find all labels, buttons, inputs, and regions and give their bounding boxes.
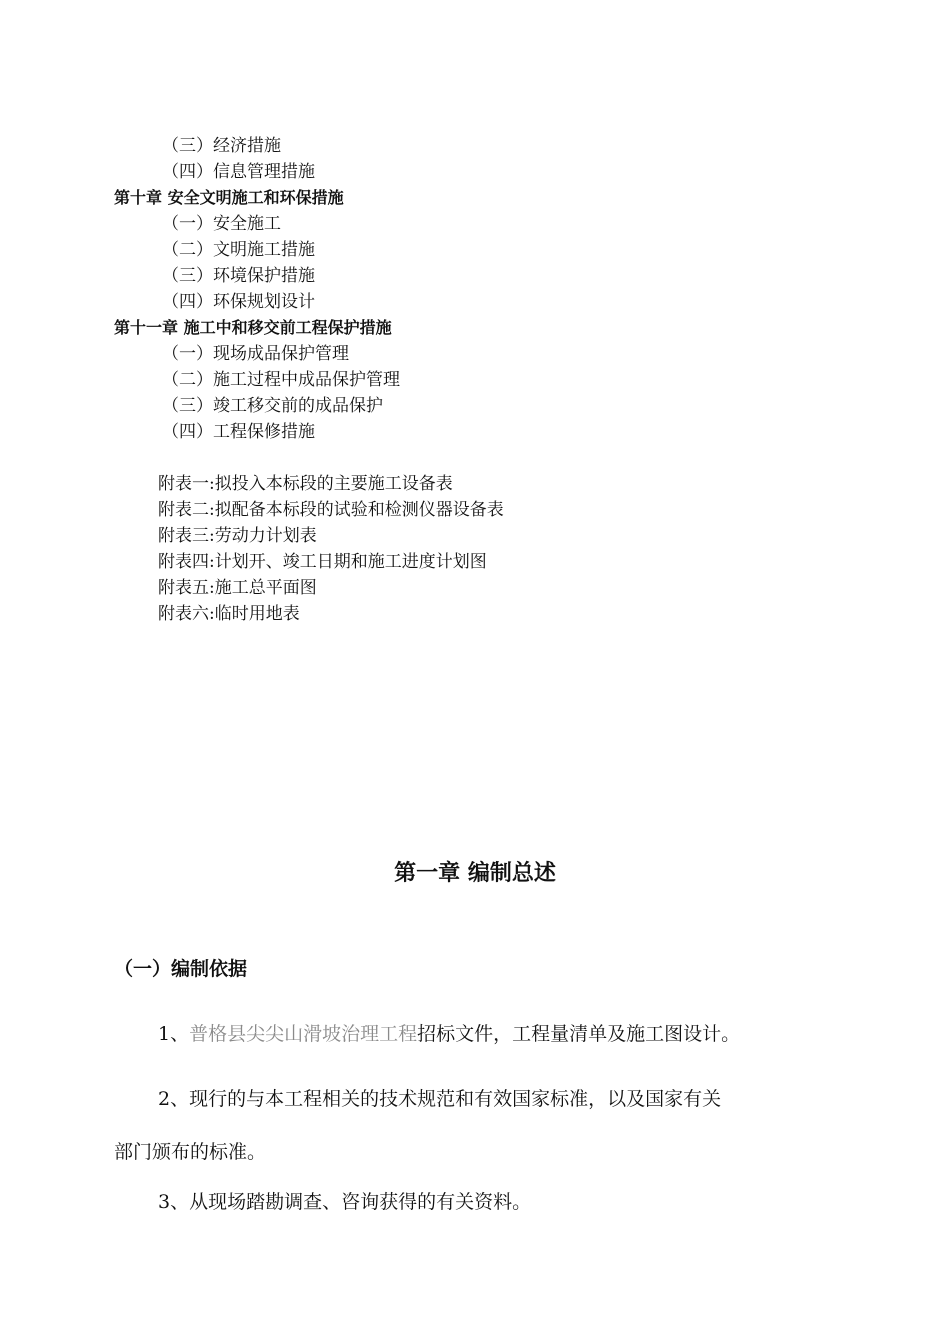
toc-appendix: 附表六:临时用地表: [158, 604, 300, 624]
chapter-title: 第一章 编制总述: [394, 861, 556, 886]
toc-item: （三）经济措施: [162, 136, 281, 156]
paragraph-2-line-2: 部门颁布的标准。: [114, 1141, 267, 1163]
paragraph-1: [158, 1019, 740, 1046]
toc-item: （三）竣工移交前的成品保护: [162, 396, 383, 416]
project-name: 普格县尖尖山滑坡治理工程: [189, 1023, 418, 1045]
toc-chapter: 第十章 安全文明施工和环保措施: [114, 188, 344, 207]
toc-item: （一）现场成品保护管理: [162, 344, 349, 364]
toc-item: （四）信息管理措施: [162, 162, 315, 182]
paragraph-2-line-1: 2、现行的与本工程相关的技术规范和有效国家标准，以及国家有关: [158, 1088, 722, 1110]
toc-item: （四）环保规划设计: [162, 292, 315, 312]
toc-item: （一）安全施工: [162, 214, 281, 234]
toc-appendix: 附表三:劳动力计划表: [158, 526, 317, 546]
p1-rest: 招标文件，工程量清单及施工图设计。: [417, 1023, 741, 1045]
toc-item: （二）施工过程中成品保护管理: [162, 370, 400, 390]
toc-appendix: 附表五:施工总平面图: [158, 578, 317, 598]
toc-item: （二）文明施工措施: [162, 240, 315, 260]
p1-prefix: 1、: [158, 1023, 190, 1045]
section-title: （一）编制依据: [114, 958, 248, 980]
toc-appendix: 附表四:计划开、竣工日期和施工进度计划图: [158, 552, 487, 572]
toc-item: （四）工程保修措施: [162, 422, 315, 442]
toc-item: （三）环境保护措施: [162, 266, 315, 286]
toc-appendix: 附表一:拟投入本标段的主要施工设备表: [158, 474, 453, 494]
toc-chapter: 第十一章 施工中和移交前工程保护措施: [114, 318, 392, 337]
paragraph-3: 3、从现场踏勘调查、咨询获得的有关资料。: [158, 1191, 532, 1213]
toc-appendix: 附表二:拟配备本标段的试验和检测仪器设备表: [158, 500, 504, 520]
